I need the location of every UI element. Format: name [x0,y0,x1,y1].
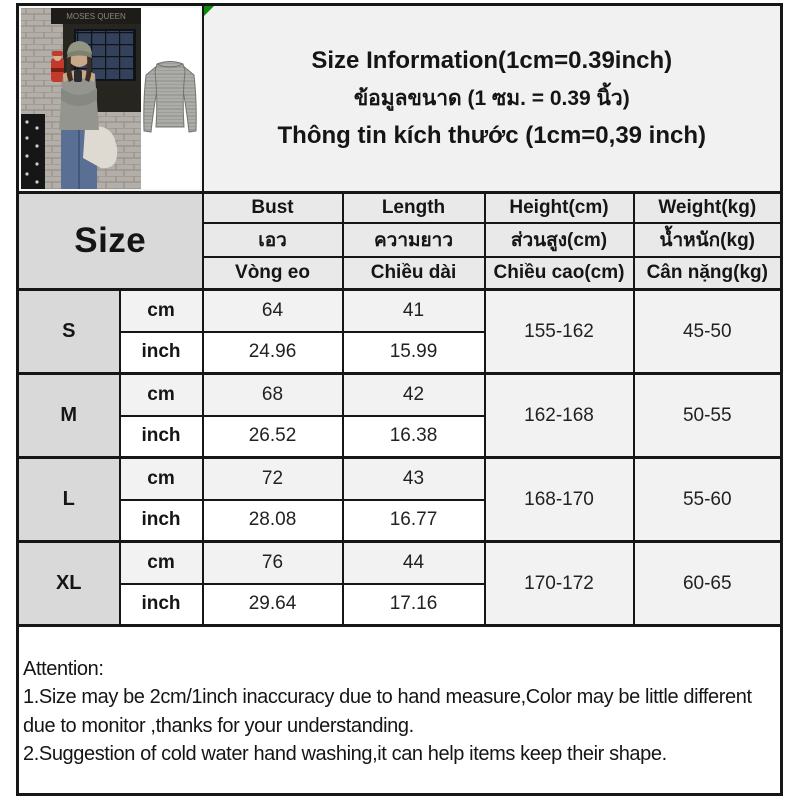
phone [74,70,82,82]
model-photo-illustration [21,8,141,189]
l-length-inch: 16.77 [343,500,485,542]
xl-bust-cm: 76 [203,542,343,584]
attention-row [18,626,782,795]
s-length-cm: 41 [343,290,485,332]
col-header-bust-vi: Vòng eo [203,257,343,290]
unit-label-inch: inch [120,416,203,458]
m-length-inch: 16.38 [343,416,485,458]
size-chart-table [16,3,783,796]
col-header-weight-en: Weight(kg) [634,193,782,223]
table-row-s-cm [18,290,782,332]
l-length-cm: 43 [343,458,485,500]
unit-label-cm: cm [120,374,203,416]
table-row-l-cm [18,458,782,500]
unit-label-cm: cm [120,290,203,332]
col-header-length-vi: Chiều dài [343,257,485,290]
size-label-s: S [18,290,120,374]
xl-length-cm: 44 [343,542,485,584]
unit-label-cm: cm [120,458,203,500]
unit-label-cm: cm [120,542,203,584]
attention-cell [18,626,782,795]
green-corner-flag-icon [204,6,214,16]
s-height-range: 155-162 [485,290,634,374]
attention-line-1: 1.Size may be 2cm/1inch inaccuracy due to hand measure,Color may be little different due to monitor ,thanks for your understanding. [23,686,752,737]
s-bust-cm: 64 [203,290,343,332]
col-header-weight-vi: Cân nặng(kg) [634,257,782,290]
m-weight-range: 50-55 [634,374,782,458]
size-info-sheet [16,3,780,796]
s-weight-range: 45-50 [634,290,782,374]
col-header-bust-th: เอว [203,223,343,257]
col-header-height-th: ส่วนสูง(cm) [485,223,634,257]
title-english: Size Information(1cm=0.39inch) [311,47,673,74]
header-row-english [18,193,782,223]
attention-line-2: 2.Suggestion of cold water hand washing,it can help items keep their shape. [23,742,667,765]
m-bust-cm: 68 [203,374,343,416]
flat-top-shape [144,61,197,132]
unit-label-inch: inch [120,332,203,374]
model-photo [21,8,141,189]
col-header-height-en: Height(cm) [485,193,634,223]
col-header-length-en: Length [343,193,485,223]
col-header-bust-en: Bust [203,193,343,223]
shop-sign-text: MOSES QUEEN [66,12,126,21]
xl-height-range: 170-172 [485,542,634,626]
attention-text [19,652,780,769]
size-label-m: M [18,374,120,458]
unit-label-inch: inch [120,584,203,626]
title-vietnamese: Thông tin kích thước (1cm=0,39 inch) [277,122,707,149]
xl-weight-range: 60-65 [634,542,782,626]
l-bust-inch: 28.08 [203,500,343,542]
size-label-xl: XL [18,542,120,626]
l-weight-range: 55-60 [634,458,782,542]
table-row-m-cm [18,374,782,416]
title-row [18,5,782,193]
size-corner-cell [18,193,203,290]
title-cell [203,5,782,193]
product-images [19,6,202,191]
santa-ornament [51,51,64,82]
m-bust-inch: 26.52 [203,416,343,458]
m-height-range: 162-168 [485,374,634,458]
l-bust-cm: 72 [203,458,343,500]
unit-label-inch: inch [120,500,203,542]
flat-product-photo [141,8,200,189]
size-label-l: L [18,458,120,542]
s-length-inch: 15.99 [343,332,485,374]
dotted-panel [21,114,45,189]
table-row-xl-cm [18,542,782,584]
size-corner-label: Size [74,221,147,260]
product-image-cell [18,5,203,193]
col-header-weight-th: น้ำหนัก(kg) [634,223,782,257]
title-thai: ข้อมูลขนาด (1 ซม. = 0.39 นิ้ว) [353,87,630,110]
col-header-length-th: ความยาว [343,223,485,257]
attention-heading: Attention: [23,657,104,680]
s-bust-inch: 24.96 [203,332,343,374]
title-block [204,47,781,150]
l-height-range: 168-170 [485,458,634,542]
col-header-height-vi: Chiều cao(cm) [485,257,634,290]
xl-length-inch: 17.16 [343,584,485,626]
m-length-cm: 42 [343,374,485,416]
xl-bust-inch: 29.64 [203,584,343,626]
flat-top-illustration [141,39,199,159]
